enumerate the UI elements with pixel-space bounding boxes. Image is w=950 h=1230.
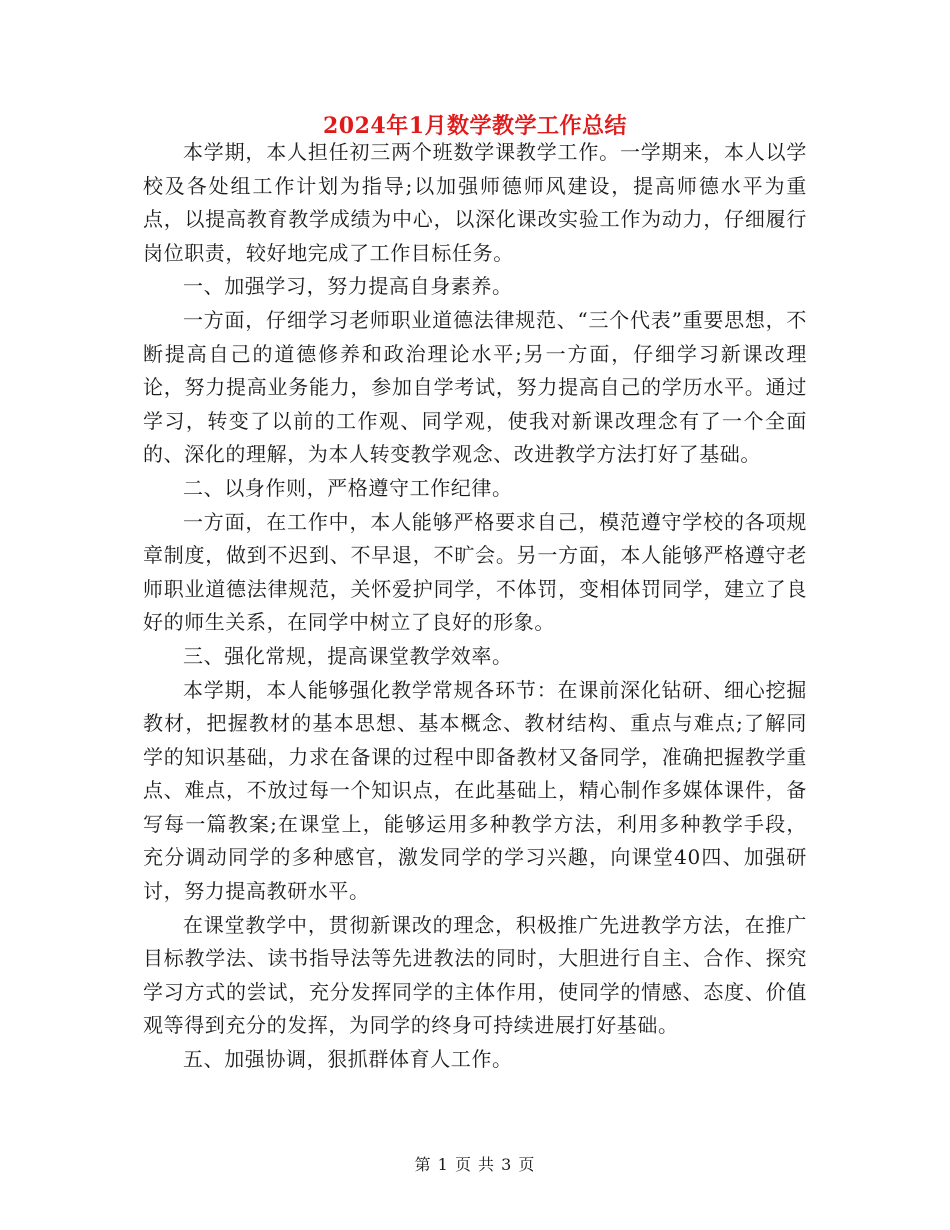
paragraph-research: 在课堂教学中，贯彻新课改的理念，积极推广先进教学方法，在推广目标教学法、读书指导法等先进教法的同时，大胆进行自主、合作、探究学习方式的尝试，充分发挥同学的主体作用，使同学的情感、态度、价值观等得到充分的发挥，为同学的终身可持续进展打好基础。 — [143, 912, 807, 1038]
section-heading-1: 一、加强学习，努力提高自身素养。 — [183, 274, 513, 299]
section-heading-3: 三、强化常规，提高课堂教学效率。 — [183, 643, 513, 668]
section-heading-2: 二、以身作则，严格遵守工作纪律。 — [183, 475, 513, 500]
paragraph-discipline: 一方面，在工作中，本人能够严格要求自己，模范遵守学校的各项规章制度，做到不迟到、不早退，不旷会。另一方面，本人能够严格遵守老师职业道德法律规范，关怀爱护同学，不体罚，变相体罚同学，建立了良好的师生关系，在同学中树立了良好的形象。 — [143, 509, 807, 635]
paragraph-study: 一方面，仔细学习老师职业道德法律规范、“三个代表”重要思想，不断提高自己的道德修养和政治理论水平;另一方面，仔细学习新课改理论，努力提高业务能力，参加自学考试，努力提高自己的学历水平。通过学习，转变了以前的工作观、同学观，使我对新课改理念有了一个全面的、深化的理解，为本人转变教学观念、改进教学方法打好了基础。 — [143, 307, 807, 467]
document-body — [143, 136, 807, 1077]
page-footer: 第 1 页 共 3 页 — [414, 1155, 536, 1174]
section-heading-5: 五、加强协调，狠抓群体育人工作。 — [183, 1047, 513, 1072]
document-title: 2024年1月数学教学工作总结 — [322, 113, 628, 139]
paragraph-teaching: 本学期，本人能够强化教学常规各环节：在课前深化钻研、细心挖掘教材，把握教材的基本思想、基本概念、教材结构、重点与难点;了解同学的知识基础，力求在备课的过程中即备教材又备同学，准确把握教学重点、难点，不放过每一个知识点，在此基础上，精心制作多媒体课件，备写每一篇教案;在课堂上，能够运用多种教学方法，利用多种教学手段，充分调动同学的多种感官，激发同学的学习兴趣，向课堂40四、加强研讨，努力提高教研水平。 — [143, 677, 807, 904]
paragraph-intro: 本学期，本人担任初三两个班数学课教学工作。一学期来，本人以学校及各处组工作计划为指导;以加强师德师风建设，提高师德水平为重点，以提高教育教学成绩为中心，以深化课改实验工作为动力，仔细履行岗位职责，较好地完成了工作目标任务。 — [143, 140, 807, 265]
